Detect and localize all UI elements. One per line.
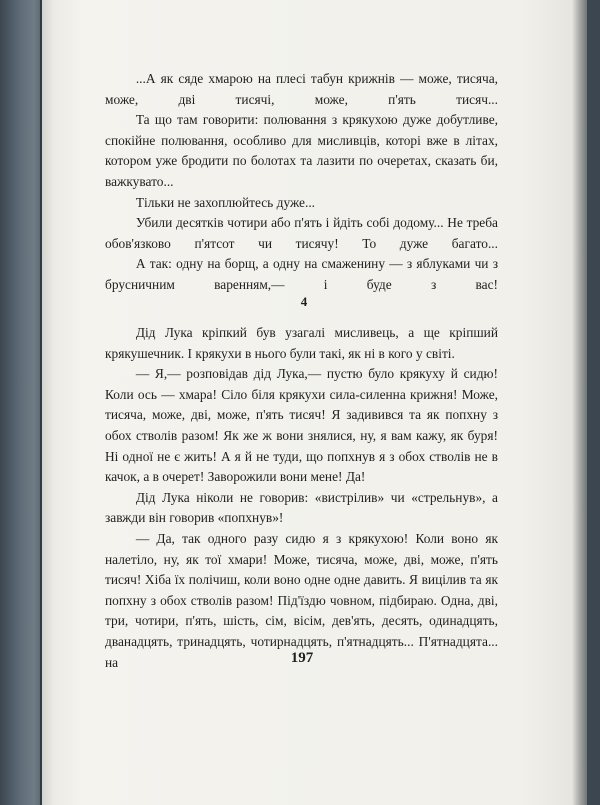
paragraph: — Я,— розповідав дід Лука,— пустю було крякуху й сидю! Коли ось — хмара! Сіло біля крякухи сила-силенна крижня! Може, тисяча, може, дві, може, п'ять тисяч! Я задивився та як попхну з обох стволів разом! Як же ж вони знялися, ну, я вам кажу, як буря! Ні одної не є жить! А я й не туди, що попхнув я з обох стволів не в качок, а в очерет! Заворожили вони мене! Да! — [105, 366, 498, 485]
paragraph: Убили десятків чотири або п'ять і йдіть собі додому... Не треба обов'язково п'ятсот чи тисячу! То дуже багато... — [105, 215, 498, 251]
paragraph: Та що там говорити: полювання з крякухою дуже добутливе, спокійне полювання, особливо для мисливців, которі вже в літах, котором уже бродити по болотах та лазити по очеретах, сказать би, важкувато... — [105, 112, 498, 189]
page-edge-shadow — [572, 0, 587, 805]
text-block-section-4 — [105, 323, 498, 673]
paragraph: Дід Лука ніколи не говорив: «вистрілив» чи «стрельнув», а завжди він говорив «попхнув»! — [105, 489, 498, 526]
text-block-intro — [105, 69, 498, 296]
paragraph: — Да, так одного разу сидю я з крякухою! Коли воно як налетіло, ну, як тої хмари! Може, тисяча, може, дві, може, п'ять тисяч! Хіба їх полічиш, коли воно одне одне давить. Я вицілив та як попхну з обох стволів разом! Під'їздю човном, підбираю. Одна, дві, три, чотири, п'ять, шість, сім, вісім, дев'ять, десять, одинадцять, дванадцять, тринадцять, чотирнадцять, п'ятнадцять... П'ятнадцята... на — [105, 530, 498, 670]
paragraph: А так: одну на борщ, а одну на смаженину — з яблуками чи з брусничним варенням,— і буде з вас! — [105, 256, 498, 292]
paragraph: ...А як сяде хмарою на плесі табун крижнів — може, тисяча, може, дві тисячі, може, п'ять тисяч... — [105, 71, 498, 107]
paragraph: Дід Лука кріпкий був узагалі мисливець, а ще кріпший крякушечник. І крякухи в нього були такі, як ні в кого у світі. — [105, 325, 498, 361]
page-number: 197 — [290, 650, 314, 666]
section-number: 4 — [300, 294, 308, 309]
paragraph: Тільки не захоплюйтесь дуже... — [135, 194, 316, 210]
book-page — [40, 0, 587, 805]
